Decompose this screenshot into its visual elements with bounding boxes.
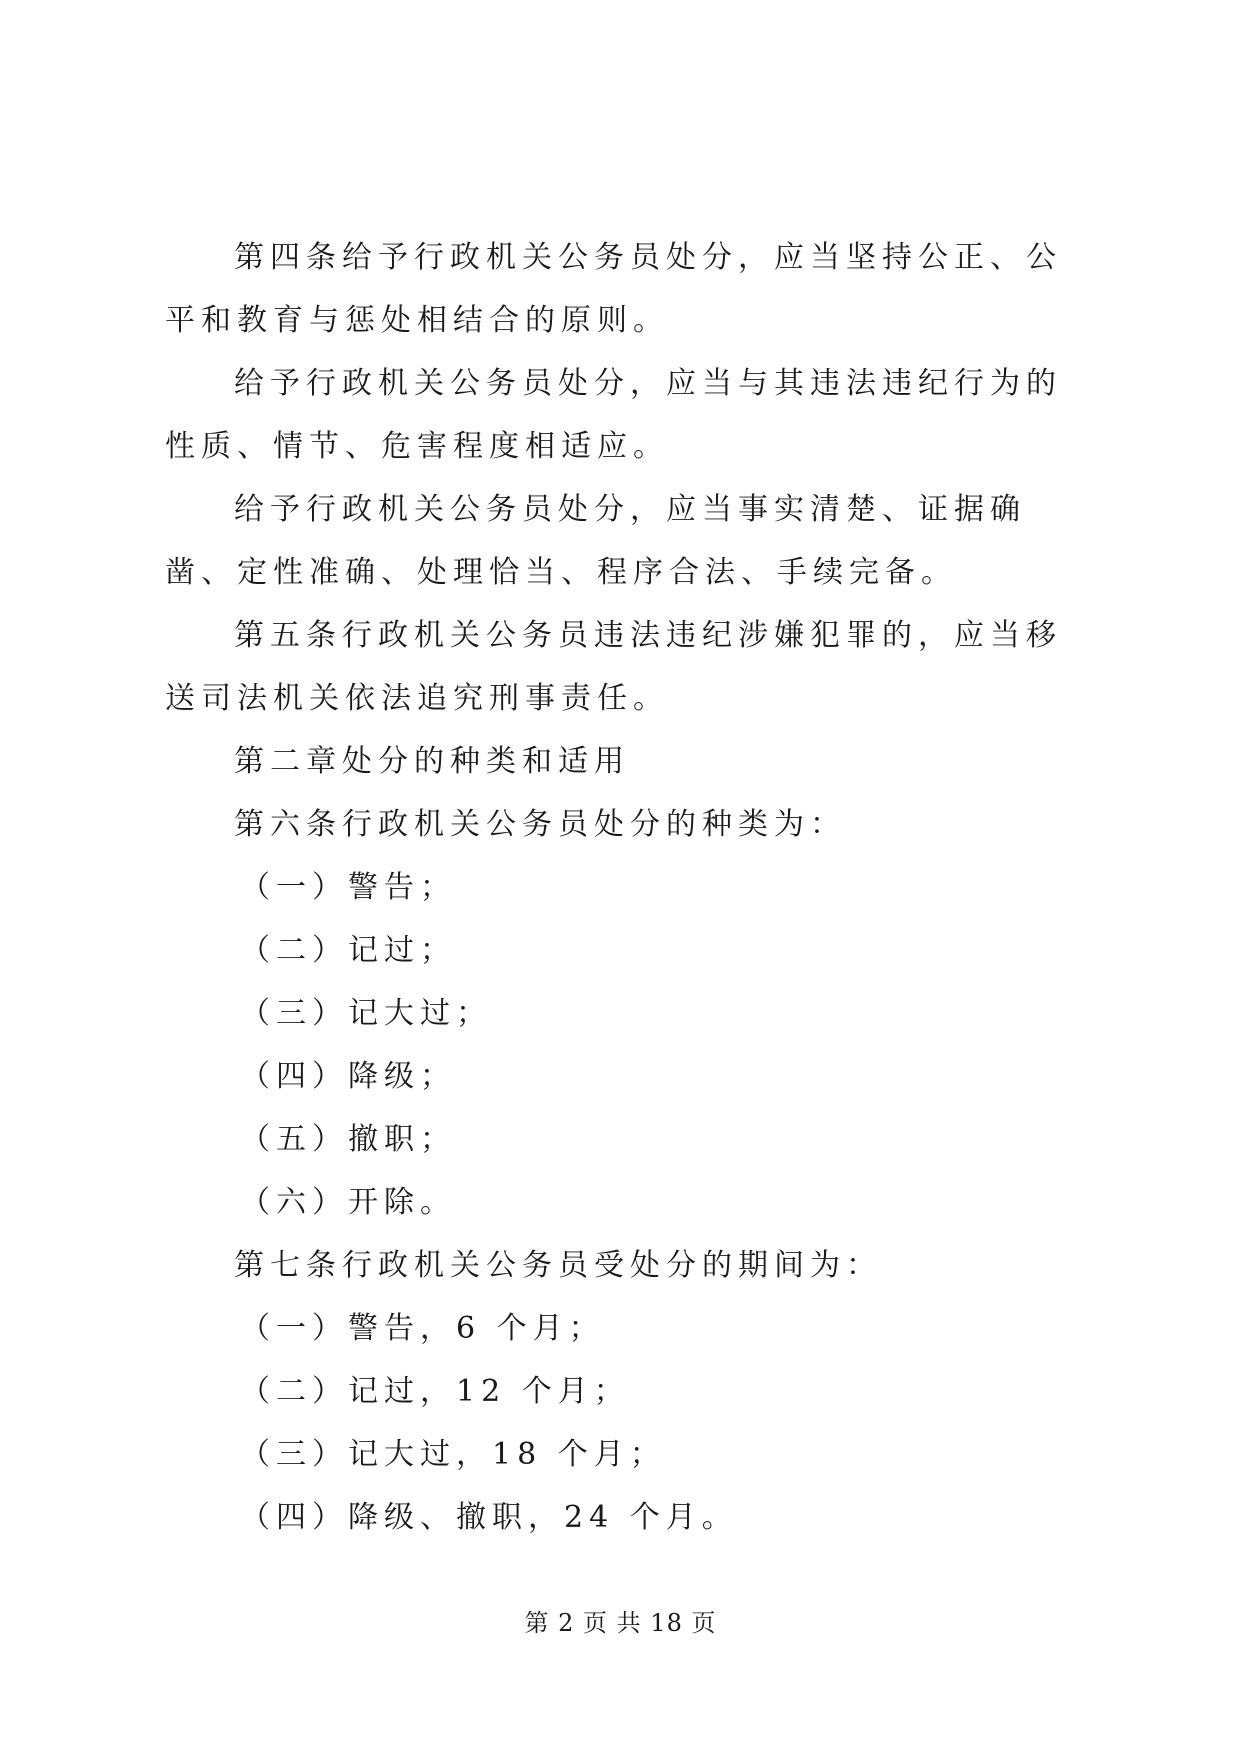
list-item-period: （二）记过，12 个月；	[240, 1374, 630, 1409]
paragraph-article-4-proportionality: 给予行政机关公务员处分，应当与其违法违纪行为的性质、情节、危害程度相适应。	[165, 366, 1062, 464]
list-item-type: （六）开除。	[240, 1185, 456, 1220]
chapter-heading: 第二章处分的种类和适用	[234, 744, 630, 779]
page-number-footer: 第 2 页 共 18 页	[524, 1609, 717, 1637]
list-item-type: （五）撤职；	[240, 1122, 456, 1157]
paragraph-article-4-requirements: 给予行政机关公务员处分，应当事实清楚、证据确凿、定性准确、处理恰当、程序合法、手续完备。	[165, 492, 1026, 590]
document-body	[165, 226, 1085, 1549]
list-item-period: （四）降级、撤职，24 个月。	[240, 1500, 738, 1535]
list-item-type: （三）记大过；	[240, 996, 492, 1031]
list-item-period: （一）警告，6 个月；	[240, 1311, 605, 1346]
paragraph-article-4: 第四条给予行政机关公务员处分，应当坚持公正、公平和教育与惩处相结合的原则。	[165, 240, 1062, 338]
paragraph-article-6: 第六条行政机关公务员处分的种类为：	[234, 807, 846, 842]
list-item-type: （四）降级；	[240, 1059, 456, 1094]
list-item-type: （二）记过；	[240, 933, 456, 968]
paragraph-article-5: 第五条行政机关公务员违法违纪涉嫌犯罪的，应当移送司法机关依法追究刑事责任。	[165, 618, 1062, 716]
list-item-type: （一）警告；	[240, 870, 456, 905]
paragraph-article-7: 第七条行政机关公务员受处分的期间为：	[234, 1248, 882, 1283]
list-item-period: （三）记大过，18 个月；	[240, 1437, 666, 1472]
